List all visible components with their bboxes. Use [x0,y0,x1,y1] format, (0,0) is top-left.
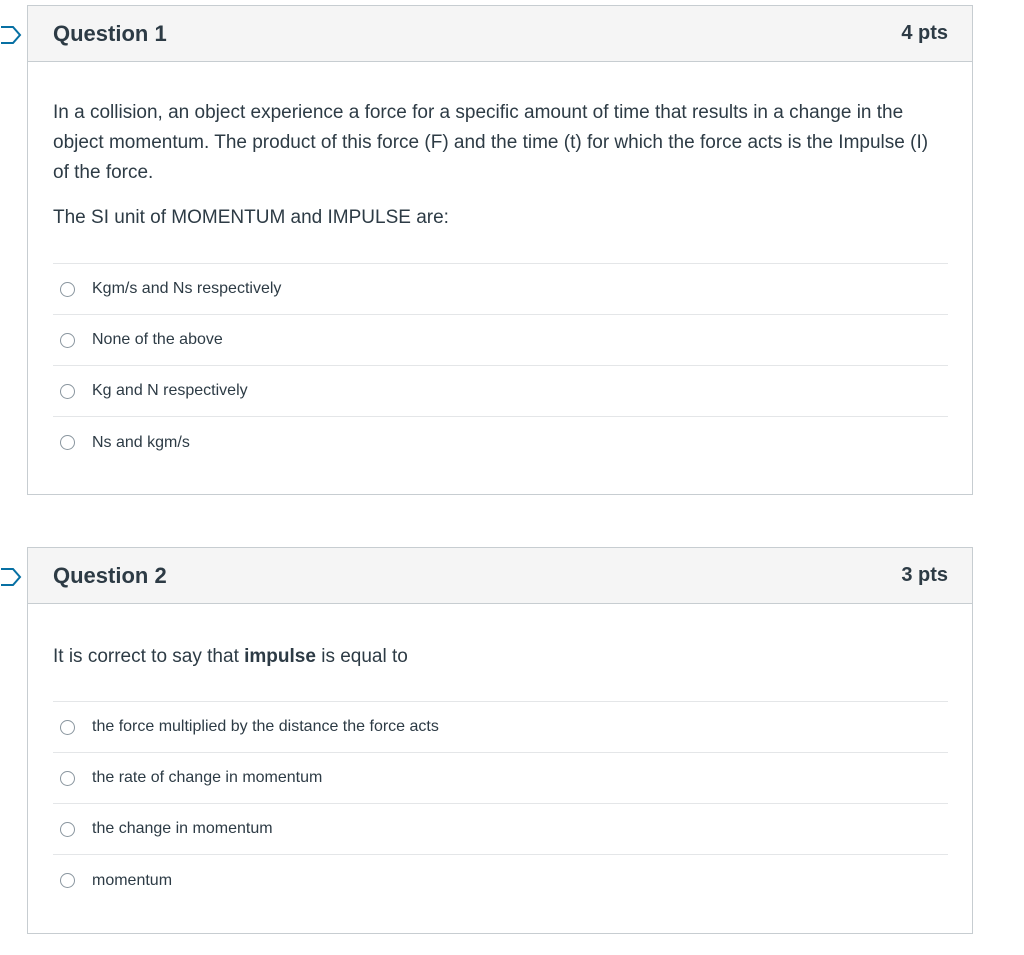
question-header [28,6,972,62]
answer-label: the change in momentum [92,820,273,837]
radio-button[interactable] [60,435,75,450]
radio-button[interactable] [60,384,75,399]
answer-label: the force multiplied by the distance the force acts [92,718,439,735]
question-title: Question 1 [53,20,167,46]
question-text-emphasis: impulse [244,646,316,667]
question-paragraph: In a collision, an object experience a force for a specific amount of time that results in a change in the object momentum. The product of this force (F) and the time (t) for which the force acts is the Impulse (I) of the force. [53,102,929,183]
radio-button[interactable] [60,822,75,837]
answer-option[interactable] [53,417,948,468]
question-body [28,62,972,468]
flag-question-icon[interactable] [0,26,22,44]
answer-option[interactable] [53,804,948,855]
answer-option[interactable] [53,315,948,366]
question-header [28,548,972,604]
answer-label: None of the above [92,331,223,348]
flag-question-icon[interactable] [0,568,22,586]
radio-button[interactable] [60,873,75,888]
question-body [28,604,972,906]
question-points: 3 pts [901,564,948,586]
question-1 [27,5,973,495]
answer-option[interactable] [53,753,948,804]
answer-option[interactable] [53,366,948,417]
radio-button[interactable] [60,771,75,786]
answer-list [53,701,948,906]
question-paragraph: The SI unit of MOMENTUM and IMPULSE are: [53,207,449,228]
radio-button[interactable] [60,720,75,735]
answer-label: Kgm/s and Ns respectively [92,280,282,297]
question-text-part: It is correct to say that [53,646,245,667]
question-text-part: is equal to [315,646,408,667]
question-paragraph [53,642,948,672]
radio-button[interactable] [60,282,75,297]
answer-list [53,263,948,468]
answer-option[interactable] [53,855,948,906]
answer-option[interactable] [53,264,948,315]
answer-label: Kg and N respectively [92,382,248,399]
radio-button[interactable] [60,333,75,348]
question-points: 4 pts [901,22,948,44]
question-text [53,62,948,233]
answer-label: momentum [92,871,173,889]
answer-label: Ns and kgm/s [92,433,190,451]
question-text [53,604,948,672]
answer-label: the rate of change in momentum [92,769,323,786]
answer-option[interactable] [53,702,948,753]
question-2 [27,547,973,934]
question-title: Question 2 [53,562,167,588]
